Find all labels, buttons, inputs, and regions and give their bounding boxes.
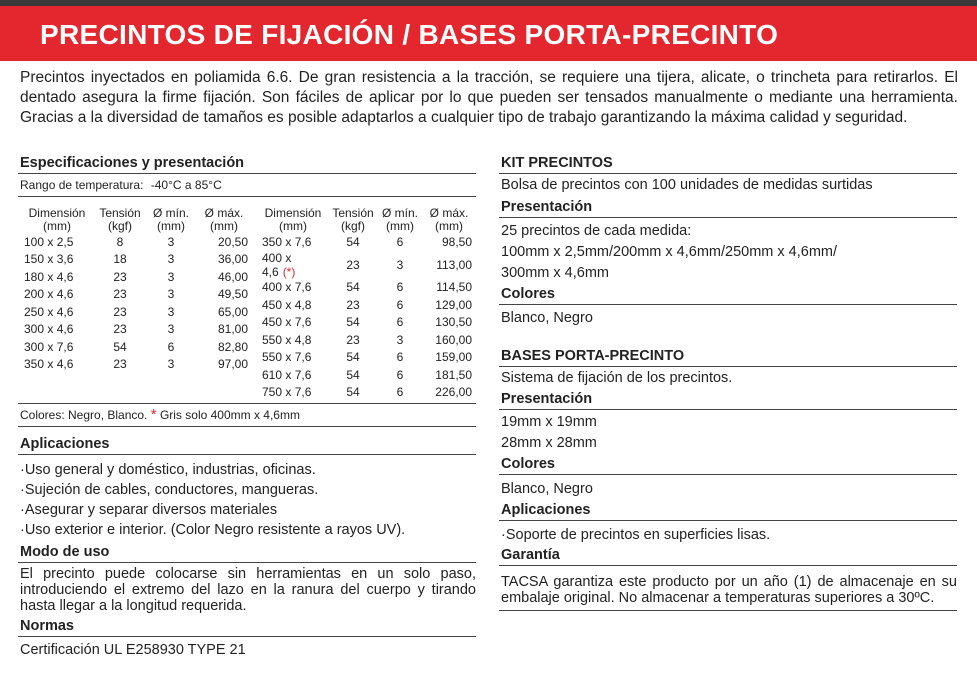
right-column <box>499 153 957 611</box>
cell-value: 6 <box>396 385 404 400</box>
table-cell <box>422 296 476 314</box>
table-cell <box>196 251 252 269</box>
cell-value: 300 x 7,6 <box>24 339 74 354</box>
colors-note-text: Colores: Negro, Blanco. <box>20 408 148 422</box>
table-cell <box>146 268 196 286</box>
cell-value: 181,50 <box>435 367 472 382</box>
table-cell <box>146 338 196 356</box>
colors-note-gray: Gris solo 400mm x 4,6mm <box>159 408 300 422</box>
cell-value: 6 <box>396 234 404 249</box>
table-row <box>258 349 476 367</box>
cell-value: 23 <box>113 304 127 319</box>
cell-value: 3 <box>167 322 175 337</box>
table-cell <box>422 366 476 384</box>
table-row <box>258 314 476 332</box>
cell-value: 23 <box>346 257 360 272</box>
table-header: Ø mín. (mm) <box>152 206 189 233</box>
table-cell <box>422 314 476 332</box>
table-cell <box>328 279 378 297</box>
table-row <box>20 321 252 339</box>
cell-value: 8 <box>116 234 124 249</box>
table-row <box>258 366 476 384</box>
table-cell <box>378 251 422 279</box>
cell-value: 6 <box>396 367 404 382</box>
cell-value: 160,00 <box>435 332 472 347</box>
table-cell <box>94 233 146 251</box>
table-cell <box>20 233 94 251</box>
bases-title: BASES PORTA-PRECINTO <box>499 346 957 367</box>
cell-value: 180 x 4,6 <box>24 269 74 284</box>
table-cell <box>328 251 378 279</box>
bases-colores-title: Colores <box>499 454 957 475</box>
cell-value: 23 <box>113 322 127 337</box>
normas-title: Normas <box>18 616 476 637</box>
kit-pres-line: 100mm x 2,5mm/200mm x 4,6mm/250mm x 4,6mm/ <box>501 244 837 260</box>
table-cell <box>328 296 378 314</box>
kit-desc: Bolsa de precintos con 100 unidades de medidas surtidas <box>501 177 873 193</box>
table-cell <box>196 321 252 339</box>
spec-title: Especificaciones y presentación <box>18 153 476 174</box>
table-cell <box>378 331 422 349</box>
cell-value: 3 <box>167 269 175 284</box>
cell-value: 82,80 <box>217 339 248 354</box>
cell-value: 97,00 <box>217 357 248 372</box>
spec-table-left <box>20 207 252 373</box>
cell-value: 159,00 <box>435 350 472 365</box>
aplicaciones-title: Aplicaciones <box>18 434 476 455</box>
cell-value: 23 <box>113 357 127 372</box>
table-cell <box>20 338 94 356</box>
cell-value: 81,00 <box>217 322 248 337</box>
cell-value: 610 x 7,6 <box>262 367 312 382</box>
table-cell <box>328 384 378 402</box>
cell-value: 3 <box>396 257 404 272</box>
intro-paragraph: Precintos inyectados en poliamida 6.6. De gran resistencia a la tracción, se requiere una tijera, alicate, o trincheta para retirarlos. El dentado asegura la firme fijación. Son fáciles de aplicar por lo que pueden ser tensados manualmente o mediante una herramienta. Gracias a la diversidad de tamaños es posible adaptarlos a cualquier tipo de trabajo garantizando la máxima calidad y seguridad. <box>20 69 958 126</box>
modo-text: El precinto puede colocarse sin herramientas en un solo paso, introduciendo el extremo del lazo en la ranura del cuerpo y tirando hasta llegar a la longitud requerida. <box>20 566 476 614</box>
table-cell <box>422 233 476 251</box>
table-cell <box>422 349 476 367</box>
table-cell <box>258 233 328 251</box>
cell-value: 20,50 <box>217 234 248 249</box>
table-cell <box>328 314 378 332</box>
bases-desc: Sistema de fijación de los precintos. <box>501 370 733 386</box>
table-cell <box>422 279 476 297</box>
table-cell <box>258 366 328 384</box>
table-cell <box>94 303 146 321</box>
cell-value: 54 <box>346 385 360 400</box>
temp-label: Rango de temperatura: <box>20 178 144 192</box>
table-cell <box>20 356 94 374</box>
normas-text: Certificación UL E258930 TYPE 21 <box>20 642 246 658</box>
table-cell <box>196 286 252 304</box>
aplicacion-item: ·Uso general y doméstico, industrias, oficinas. <box>20 462 316 478</box>
bases-presentacion-title: Presentación <box>499 389 957 410</box>
table-cell <box>146 233 196 251</box>
table-cell <box>94 338 146 356</box>
table-cell <box>146 356 196 374</box>
table-cell <box>258 296 328 314</box>
temp-value: -40°C a 85°C <box>150 178 222 192</box>
table-header: Tensión (kgf) <box>99 206 141 233</box>
bases-colors: Blanco, Negro <box>501 481 593 497</box>
table-cell <box>378 349 422 367</box>
cell-value: 3 <box>167 234 175 249</box>
garantia-title: Garantía <box>499 545 957 566</box>
kit-colors: Blanco, Negro <box>501 310 593 326</box>
page-title: PRECINTOS DE FIJACIÓN / BASES PORTA-PRECINTO <box>40 19 779 50</box>
kit-colores-title: Colores <box>499 284 957 305</box>
table-row <box>20 303 252 321</box>
cell-value: 3 <box>167 287 175 302</box>
table-row <box>258 296 476 314</box>
red-star-icon: * <box>150 406 157 423</box>
cell-value: 200 x 4,6 <box>24 287 74 302</box>
cell-value: 550 x 4,8 <box>262 332 312 347</box>
cell-value: 46,00 <box>217 269 248 284</box>
table-cell <box>146 303 196 321</box>
table-row <box>258 251 476 279</box>
table-cell <box>258 331 328 349</box>
cell-value: 23 <box>346 332 360 347</box>
table-cell <box>20 268 94 286</box>
bases-pres-line: 19mm x 19mm <box>501 414 597 430</box>
table-cell <box>94 268 146 286</box>
title-banner <box>0 6 977 61</box>
table-header: Ø máx. (mm) <box>204 206 244 233</box>
temperature-range <box>18 174 476 197</box>
cell-value: 49,50 <box>217 287 248 302</box>
table-cell <box>146 321 196 339</box>
bases-pres-line: 28mm x 28mm <box>501 435 597 451</box>
cell-value: 450 x 4,8 <box>262 297 312 312</box>
table-cell <box>258 314 328 332</box>
table-cell <box>378 296 422 314</box>
cell-value: 54 <box>346 315 360 330</box>
table-cell <box>20 321 94 339</box>
table-row <box>20 286 252 304</box>
cell-value: 100 x 2,5 <box>24 234 74 249</box>
cell-value: 6 <box>396 297 404 312</box>
table-cell <box>94 251 146 269</box>
table-cell <box>328 233 378 251</box>
table-cell <box>20 251 94 269</box>
table-cell <box>378 279 422 297</box>
cell-value: 3 <box>396 332 404 347</box>
kit-presentacion-title: Presentación <box>499 197 957 218</box>
cell-value: 350 x 4,6 <box>24 357 74 372</box>
table-header: Dimensión (mm) <box>28 206 86 233</box>
garantia-text: TACSA garantiza este producto por un año (1) de almacenaje en su embalaje original. No almacenar a temperaturas superiores a 30ºC. <box>499 574 957 611</box>
table-cell <box>378 314 422 332</box>
table-cell <box>94 356 146 374</box>
cell-value: 23 <box>346 297 360 312</box>
cell-value: 400 x 4,6 <box>262 250 292 279</box>
cell-value: 54 <box>346 367 360 382</box>
table-row <box>20 233 252 251</box>
modo-title: Modo de uso <box>18 542 476 563</box>
table-cell <box>196 233 252 251</box>
table-cell <box>196 356 252 374</box>
bases-aplicacion: ·Soporte de precintos en superficies lisas. <box>501 527 771 543</box>
table-cell <box>196 303 252 321</box>
cell-value: 6 <box>167 339 175 354</box>
table-cell <box>20 303 94 321</box>
table-cell <box>258 251 328 279</box>
cell-value: 54 <box>113 339 127 354</box>
asterisk-mark: (*) <box>282 264 296 279</box>
table-row <box>20 356 252 374</box>
cell-value: 250 x 4,6 <box>24 304 74 319</box>
aplicacion-item: ·Asegurar y separar diversos materiales <box>20 502 278 518</box>
table-cell <box>258 384 328 402</box>
cell-value: 6 <box>396 280 404 295</box>
bases-aplicaciones-title: Aplicaciones <box>499 500 957 521</box>
spec-table-right <box>258 207 476 401</box>
cell-value: 54 <box>346 234 360 249</box>
cell-value: 98,50 <box>441 234 472 249</box>
table-cell <box>146 286 196 304</box>
left-column <box>18 153 476 197</box>
cell-value: 36,00 <box>217 252 248 267</box>
cell-value: 54 <box>346 350 360 365</box>
table-header: Dimensión (mm) <box>264 206 322 233</box>
cell-value: 18 <box>113 252 127 267</box>
cell-value: 3 <box>167 252 175 267</box>
table-cell <box>328 349 378 367</box>
table-row <box>258 233 476 251</box>
cell-value: 450 x 7,6 <box>262 315 312 330</box>
cell-value: 750 x 7,6 <box>262 385 312 400</box>
table-header: Ø máx. (mm) <box>429 206 469 233</box>
cell-value: 23 <box>113 269 127 284</box>
table-cell <box>258 349 328 367</box>
colors-note <box>18 403 476 427</box>
left-lower <box>18 403 476 660</box>
table-cell <box>378 366 422 384</box>
table-row <box>258 279 476 297</box>
cell-value: 3 <box>167 357 175 372</box>
kit-pres-line: 300mm x 4,6mm <box>501 265 609 281</box>
cell-value: 114,50 <box>436 280 472 295</box>
table-cell <box>196 338 252 356</box>
cell-value: 550 x 7,6 <box>262 350 312 365</box>
table-header: Ø mín. (mm) <box>381 206 418 233</box>
cell-value: 130,50 <box>435 315 472 330</box>
cell-value: 65,00 <box>217 304 248 319</box>
cell-value: 113,00 <box>436 257 472 272</box>
cell-value: 3 <box>167 304 175 319</box>
aplicacion-item: ·Sujeción de cables, conductores, mangueras. <box>20 482 319 498</box>
cell-value: 6 <box>396 315 404 330</box>
table-cell <box>94 286 146 304</box>
table-cell <box>422 251 476 279</box>
table-row <box>20 268 252 286</box>
cell-value: 6 <box>396 350 404 365</box>
cell-value: 300 x 4,6 <box>24 322 74 337</box>
table-row <box>20 251 252 269</box>
table-cell <box>94 321 146 339</box>
table-cell <box>146 251 196 269</box>
cell-value: 350 x 7,6 <box>262 234 312 249</box>
cell-value: 54 <box>346 280 360 295</box>
cell-value: 129,00 <box>435 297 472 312</box>
cell-value: 400 x 7,6 <box>262 280 312 295</box>
cell-value: 150 x 3,6 <box>24 252 74 267</box>
table-row <box>20 338 252 356</box>
cell-value: 226,00 <box>435 385 472 400</box>
cell-value: 23 <box>113 287 127 302</box>
kit-title: KIT PRECINTOS <box>499 153 957 174</box>
table-header: Tensión (kgf) <box>332 206 374 233</box>
table-cell <box>328 331 378 349</box>
table-cell <box>378 233 422 251</box>
kit-pres-line: 25 precintos de cada medida: <box>501 223 692 239</box>
table-row <box>258 384 476 402</box>
table-row <box>258 331 476 349</box>
table-cell <box>378 384 422 402</box>
table-cell <box>422 384 476 402</box>
table-cell <box>20 286 94 304</box>
table-cell <box>258 279 328 297</box>
aplicacion-item: ·Uso exterior e interior. (Color Negro resistente a rayos UV). <box>20 522 406 538</box>
table-cell <box>328 366 378 384</box>
table-cell <box>196 268 252 286</box>
table-cell <box>422 331 476 349</box>
